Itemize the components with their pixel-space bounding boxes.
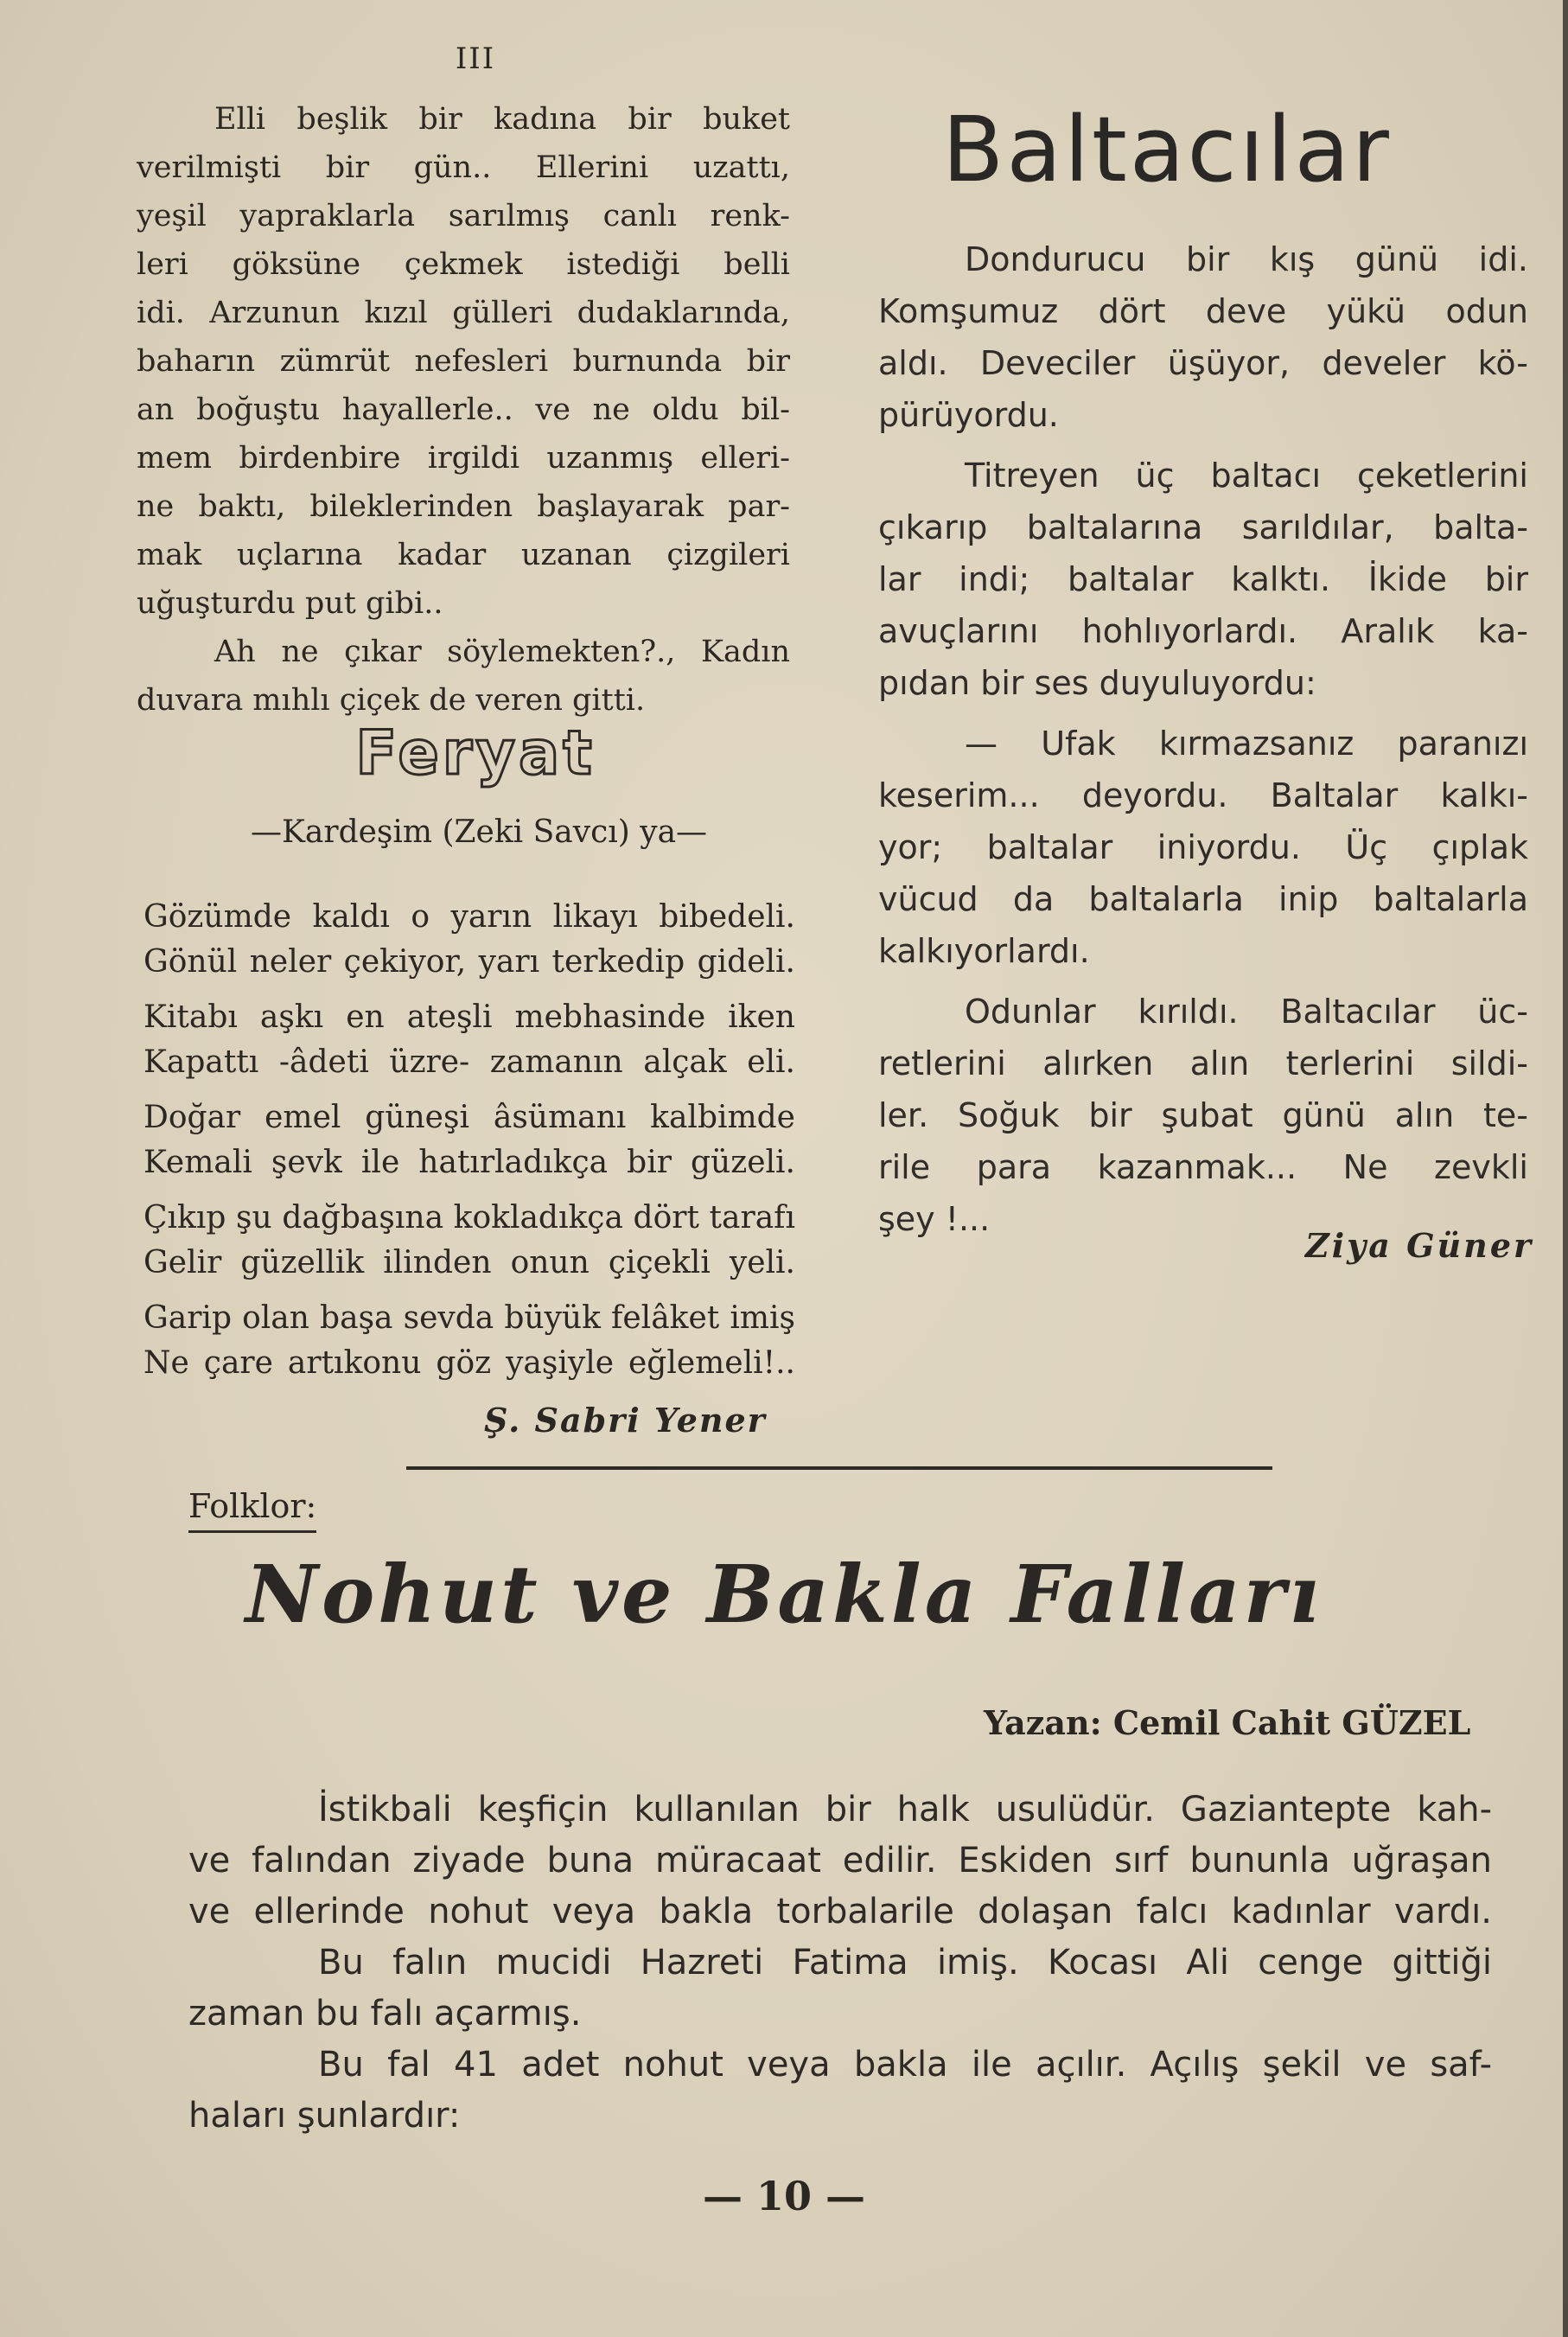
poem-stanza bbox=[143, 1196, 795, 1286]
article-line: Bu fal 41 adet nohut veya bakla ile açılır. Açılış şekil ve saf- bbox=[318, 2045, 1492, 2085]
article-line: ve ellerinde nohut veya bakla torbalarile dolaşan falcı kadınlar vardı. bbox=[188, 1892, 1492, 1932]
article-line: zaman bu falı açarmış. bbox=[188, 1994, 582, 2034]
story-line: retlerini alırken alın terlerini sildi- bbox=[878, 1044, 1528, 1082]
story-paragraph bbox=[878, 233, 1528, 441]
poem-line: Gözümde kaldı o yarın likayı bibedeli. bbox=[143, 899, 795, 935]
page-number: — 10 — bbox=[702, 2173, 866, 2219]
prose-line: leri göksüne çekmek istediği belli bbox=[137, 247, 790, 282]
poem-line: Gelir güzellik ilinden onun çiçekli yeli. bbox=[143, 1245, 795, 1280]
article-line: haları şunlardır: bbox=[188, 2096, 461, 2136]
page-roman-numeral: III bbox=[455, 42, 496, 76]
prose-line: yeşil yapraklarla sarılmış canlı renk- bbox=[137, 199, 790, 233]
story-line: Komşumuz dört deve yükü odun bbox=[878, 292, 1528, 330]
poem-author: Ş. Sabri Yener bbox=[484, 1401, 767, 1440]
article-author: Yazan: Cemil Cahit GÜZEL bbox=[984, 1703, 1471, 1742]
poem-stanza bbox=[143, 895, 795, 985]
article-line: İstikbali keşfiçin kullanılan bir halk usulüdür. Gaziantepte kah- bbox=[318, 1790, 1492, 1829]
page-edge-shadow bbox=[1563, 0, 1568, 2337]
article-line: ve falından ziyade buna müracaat edilir. Eskiden sırf bununla uğraşan bbox=[188, 1841, 1492, 1880]
article-body bbox=[188, 1785, 1492, 2142]
article-title: Nohut ve Bakla Falları bbox=[245, 1548, 1323, 1641]
prose-line: an boğuştu hayallerle.. ve ne oldu bil- bbox=[137, 393, 790, 427]
story-line: lar indi; baltalar kalktı. İkide bir bbox=[878, 560, 1528, 598]
prose-line: uğuşturdu put gibi.. bbox=[137, 586, 443, 621]
poem-line: Kemali şevk ile hatırladıkça bir güzeli. bbox=[143, 1145, 795, 1180]
prose-line: Ah ne çıkar söylemekten?., Kadın bbox=[214, 635, 790, 669]
section-divider bbox=[406, 1466, 1272, 1470]
poem-stanza bbox=[143, 995, 795, 1085]
story-line: aldı. Deveciler üşüyor, develer kö- bbox=[878, 344, 1528, 382]
story-author: Ziya Güner bbox=[1305, 1226, 1534, 1265]
prose-line: Elli beşlik bir kadına bir buket bbox=[214, 102, 790, 137]
poem-dedication: —Kardeşim (Zeki Savcı) ya— bbox=[251, 814, 708, 850]
prose-line: baharın zümrüt nefesleri burnunda bir bbox=[137, 344, 790, 379]
story-line: yor; baltalar iniyordu. Üç çıplak bbox=[878, 828, 1528, 866]
story-line: — Ufak kırmazsanız paranızı bbox=[965, 725, 1528, 763]
article-paragraph bbox=[188, 1785, 1492, 1938]
article-paragraph bbox=[188, 1938, 1492, 2040]
story-line: rile para kazanmak... Ne zevkli bbox=[878, 1148, 1528, 1186]
poem-stanza bbox=[143, 1095, 795, 1185]
prose-line: mak uçlarına kadar uzanan çizgileri bbox=[137, 538, 790, 572]
story-line: vücud da baltalarla inip baltalarla bbox=[878, 880, 1528, 918]
story-line: Odunlar kırıldı. Baltacılar üc- bbox=[965, 993, 1528, 1031]
prose-line: verilmişti bir gün.. Ellerini uzattı, bbox=[137, 150, 790, 185]
poem-line: Kitabı aşkı en ateşli mebhasinde iken bbox=[143, 999, 795, 1035]
poem-stanza bbox=[143, 1296, 795, 1386]
poem-title: Feryat bbox=[355, 718, 596, 789]
story-line: çıkarıp baltalarına sarıldılar, balta- bbox=[878, 508, 1528, 546]
story-line: pürüyordu. bbox=[878, 396, 1059, 434]
poem-line: Kapattı -âdeti üzre- zamanın alçak eli. bbox=[143, 1044, 795, 1080]
story-line: Dondurucu bir kış günü idi. bbox=[965, 240, 1528, 278]
poem-line: Doğar emel güneşi âsümanı kalbimde bbox=[143, 1100, 795, 1135]
poem-line: Ne çare artıkonu göz yaşiyle eğlemeli!.. bbox=[143, 1345, 795, 1381]
story-line: şey !... bbox=[878, 1200, 991, 1238]
prose-line: duvara mıhlı çiçek de veren gitti. bbox=[137, 683, 646, 718]
poem-line: Gönül neler çekiyor, yarı terkedip gideli. bbox=[143, 944, 795, 980]
prose-line: mem birdenbire irgildi uzanmış elleri- bbox=[137, 441, 790, 476]
story-line: kalkıyorlardı. bbox=[878, 932, 1090, 970]
story-line: keserim... deyordu. Baltalar kalkı- bbox=[878, 776, 1528, 814]
story-line: pıdan bir ses duyuluyordu: bbox=[878, 664, 1316, 702]
prose-left-column bbox=[137, 95, 790, 725]
story-column bbox=[878, 233, 1528, 1254]
story-line: avuçlarını hohlıyorlardı. Aralık ka- bbox=[878, 612, 1528, 650]
section-label: Folklor: bbox=[188, 1487, 316, 1533]
article-line: Bu falın mucidi Hazreti Fatima imiş. Kocası Ali cenge gittiği bbox=[318, 1943, 1492, 1983]
story-paragraph bbox=[878, 450, 1528, 709]
prose-line: idi. Arzunun kızıl gülleri dudaklarında, bbox=[137, 296, 790, 330]
poem-line: Çıkıp şu dağbaşına kokladıkça dört tarafı bbox=[143, 1200, 795, 1236]
story-paragraph bbox=[878, 718, 1528, 977]
story-line: Titreyen üç baltacı çeketlerini bbox=[965, 457, 1528, 495]
poem-body bbox=[143, 895, 795, 1396]
story-line: ler. Soğuk bir şubat günü alın te- bbox=[878, 1096, 1528, 1134]
story-title: Baltacılar bbox=[942, 97, 1392, 202]
prose-line: ne baktı, bileklerinden başlayarak par- bbox=[137, 489, 790, 524]
poem-line: Garip olan başa sevda büyük felâket imiş bbox=[143, 1300, 795, 1336]
article-paragraph bbox=[188, 2040, 1492, 2142]
story-paragraph bbox=[878, 986, 1528, 1245]
